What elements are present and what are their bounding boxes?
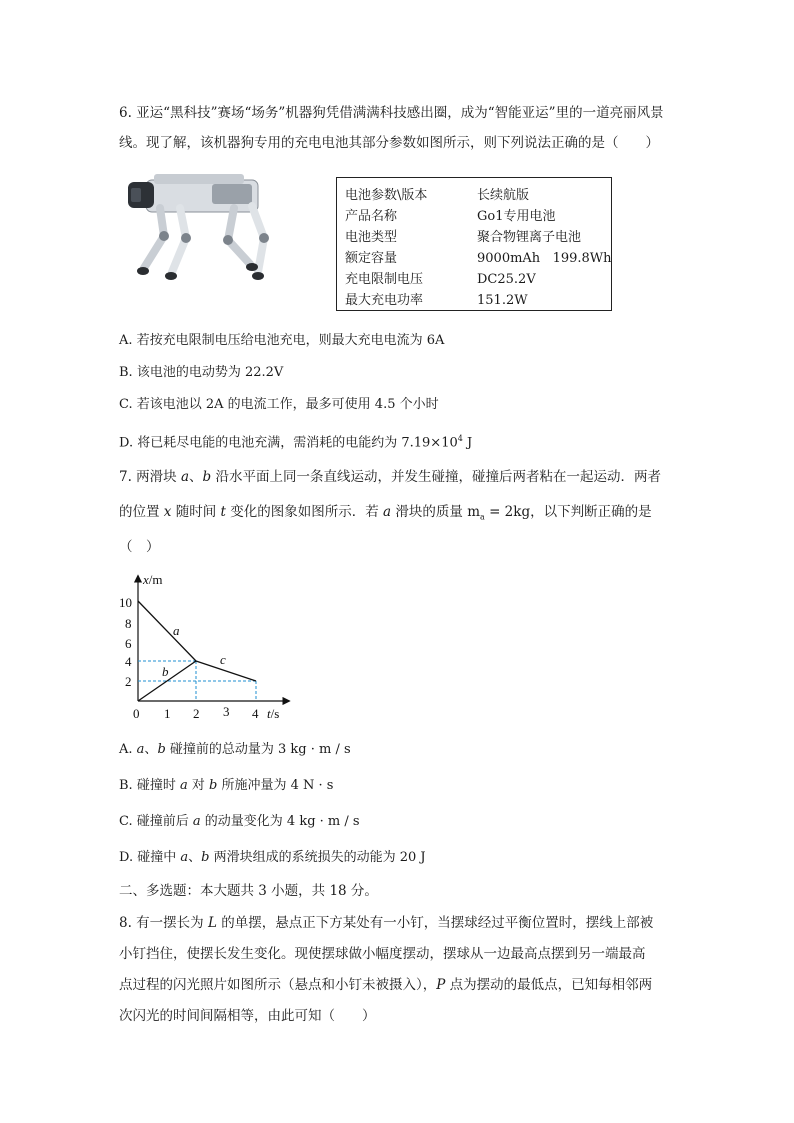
text: 变化的图象如图所示．若 (225, 504, 384, 520)
x-tick-label: 2 (193, 706, 200, 720)
text: 、 (188, 850, 202, 865)
x-axis-label: t/s (267, 706, 280, 720)
text: 对 (187, 778, 209, 793)
q6-option-d (119, 430, 472, 452)
q6-option-d-exponent: 4 (457, 434, 463, 443)
y-axis-label: x/m (143, 572, 163, 587)
battery-key: 产品名称 (345, 209, 398, 224)
q6-line-2: 线。现了解，该机器狗专用的充电电池其部分参数如图所示，则下列说法正确的是（ ） (119, 135, 659, 151)
battery-value: DC25.2V (477, 272, 536, 287)
var-b: b (201, 850, 210, 865)
battery-key: 电池参数\版本 (345, 188, 428, 203)
q7-line-3: （ ） (119, 539, 160, 555)
q6-option-c: C. 若该电池以 2A 的电流工作，最多可使用 4.5 个小时 (119, 397, 439, 412)
x-tick-label: 4 (252, 706, 259, 720)
battery-value: 9000mAh 199.8Wh (477, 251, 612, 266)
y-tick-label: 6 (125, 636, 132, 651)
battery-key: 额定容量 (345, 251, 398, 266)
q6-line-1: 6. 亚运“黑科技”赛场“场务”机器狗凭借满满科技感出圈，成为“智能亚运”里的一道亮丽风景 (119, 105, 664, 121)
var-P: P (436, 977, 446, 993)
battery-row (345, 289, 528, 308)
battery-value: 聚合物锂离子电池 (477, 230, 582, 245)
battery-key: 充电限制电压 (345, 272, 424, 287)
battery-value: 长续航版 (477, 188, 530, 203)
text: 的动量变化为 4 kg · m / s (200, 814, 360, 829)
text: 随时间 (171, 504, 221, 520)
q6-option-d-unit: J (462, 435, 473, 451)
label-c: c (220, 652, 226, 667)
battery-parameter-table (336, 177, 612, 311)
text: 所施冲量为 4 N · s (217, 778, 334, 793)
q7-option-b (119, 777, 333, 795)
x-tick-label: 0 (133, 706, 140, 720)
text: C. 碰撞前后 (119, 814, 193, 829)
battery-key: 最大充电功率 (345, 293, 424, 308)
text: 、 (144, 742, 158, 757)
text: 两滑块组成的系统损失的动能为 20 J (209, 850, 426, 865)
var-a: a (383, 504, 392, 520)
battery-key: 电池类型 (345, 230, 398, 245)
text: 8. 有一摆长为 (119, 915, 208, 931)
q8-line-4: 次闪光的时间间隔相等，由此可知（ ） (119, 1008, 376, 1024)
battery-row (345, 226, 581, 245)
q8-line-1 (119, 914, 653, 932)
q7-option-d (119, 849, 426, 867)
battery-row (345, 247, 612, 266)
text: A. (119, 742, 137, 757)
var-L: L (207, 915, 217, 931)
x-tick-label: 1 (164, 706, 171, 720)
text: 滑块的质量 m (391, 504, 480, 520)
text: 的单摆，悬点正下方某处有一小钉，当摆球经过平衡位置时，摆线上部被 (216, 915, 654, 931)
q8-line-2: 小钉挡住，使摆长发生变化。现使摆球做小幅度摆动，摆球从一边最高点摆到另一端最高 (119, 946, 646, 962)
text: 沿水平面上同一条直线运动，并发生碰撞，碰撞后两者粘在一起运动．两者 (211, 469, 661, 485)
var-a: a (180, 469, 190, 485)
battery-value: Go1专用电池 (477, 209, 556, 224)
var-b: b (202, 469, 212, 485)
var-b: b (157, 742, 166, 757)
text: 点过程的闪光照片如图所示（悬点和小钉未被摄入）， (119, 977, 437, 993)
text: 的位置 (119, 504, 164, 520)
text: = 2kg，以下判断正确的是 (484, 504, 652, 520)
var-t: t (220, 504, 226, 520)
line-c (196, 661, 256, 681)
y-tick-label: 2 (125, 674, 132, 689)
q7-line-2 (119, 503, 652, 527)
battery-value: 151.2W (477, 293, 528, 308)
x-tick-label: 3 (223, 704, 230, 719)
var-a: a (136, 742, 145, 757)
var-x: x (163, 504, 172, 520)
var-a: a (180, 850, 189, 865)
q6-option-a: A. 若按充电限制电压给电池充电，则最大充电电流为 6A (119, 333, 445, 348)
q6-option-b: B. 该电池的电动势为 22.2V (119, 365, 284, 380)
section-heading: 二、多选题：本大题共 3 小题，共 18 分。 (119, 883, 378, 899)
q6-option-d-text: D. 将已耗尽电能的电池充满，需消耗的电能约为 7.19×10 (119, 435, 458, 451)
battery-row (345, 268, 536, 287)
battery-row (345, 205, 555, 224)
text: 碰撞前的总动量为 3 kg · m / s (165, 742, 351, 757)
subscript-a: a (480, 512, 485, 522)
q7-option-a (119, 741, 351, 759)
line-a (138, 601, 196, 661)
var-a: a (192, 814, 201, 829)
q7-option-c (119, 813, 360, 831)
position-time-graph (117, 570, 297, 720)
text: 7. 两滑块 (119, 469, 181, 485)
q7-line-1 (119, 468, 661, 486)
text: 点为摆动的最低点，已知每相邻两 (445, 977, 653, 993)
y-tick-label: 4 (125, 654, 132, 669)
label-a: a (173, 623, 180, 638)
var-b: b (208, 778, 218, 793)
text: D. 碰撞中 (119, 850, 181, 865)
var-a: a (179, 778, 188, 793)
text: B. 碰撞时 (119, 778, 180, 793)
text: 、 (189, 469, 203, 485)
label-b: b (162, 664, 169, 679)
battery-row (345, 184, 529, 203)
robot-dog-image (124, 168, 320, 284)
y-tick-label: 8 (125, 616, 132, 631)
y-tick-label: 10 (119, 595, 132, 610)
q8-line-3 (119, 976, 652, 994)
